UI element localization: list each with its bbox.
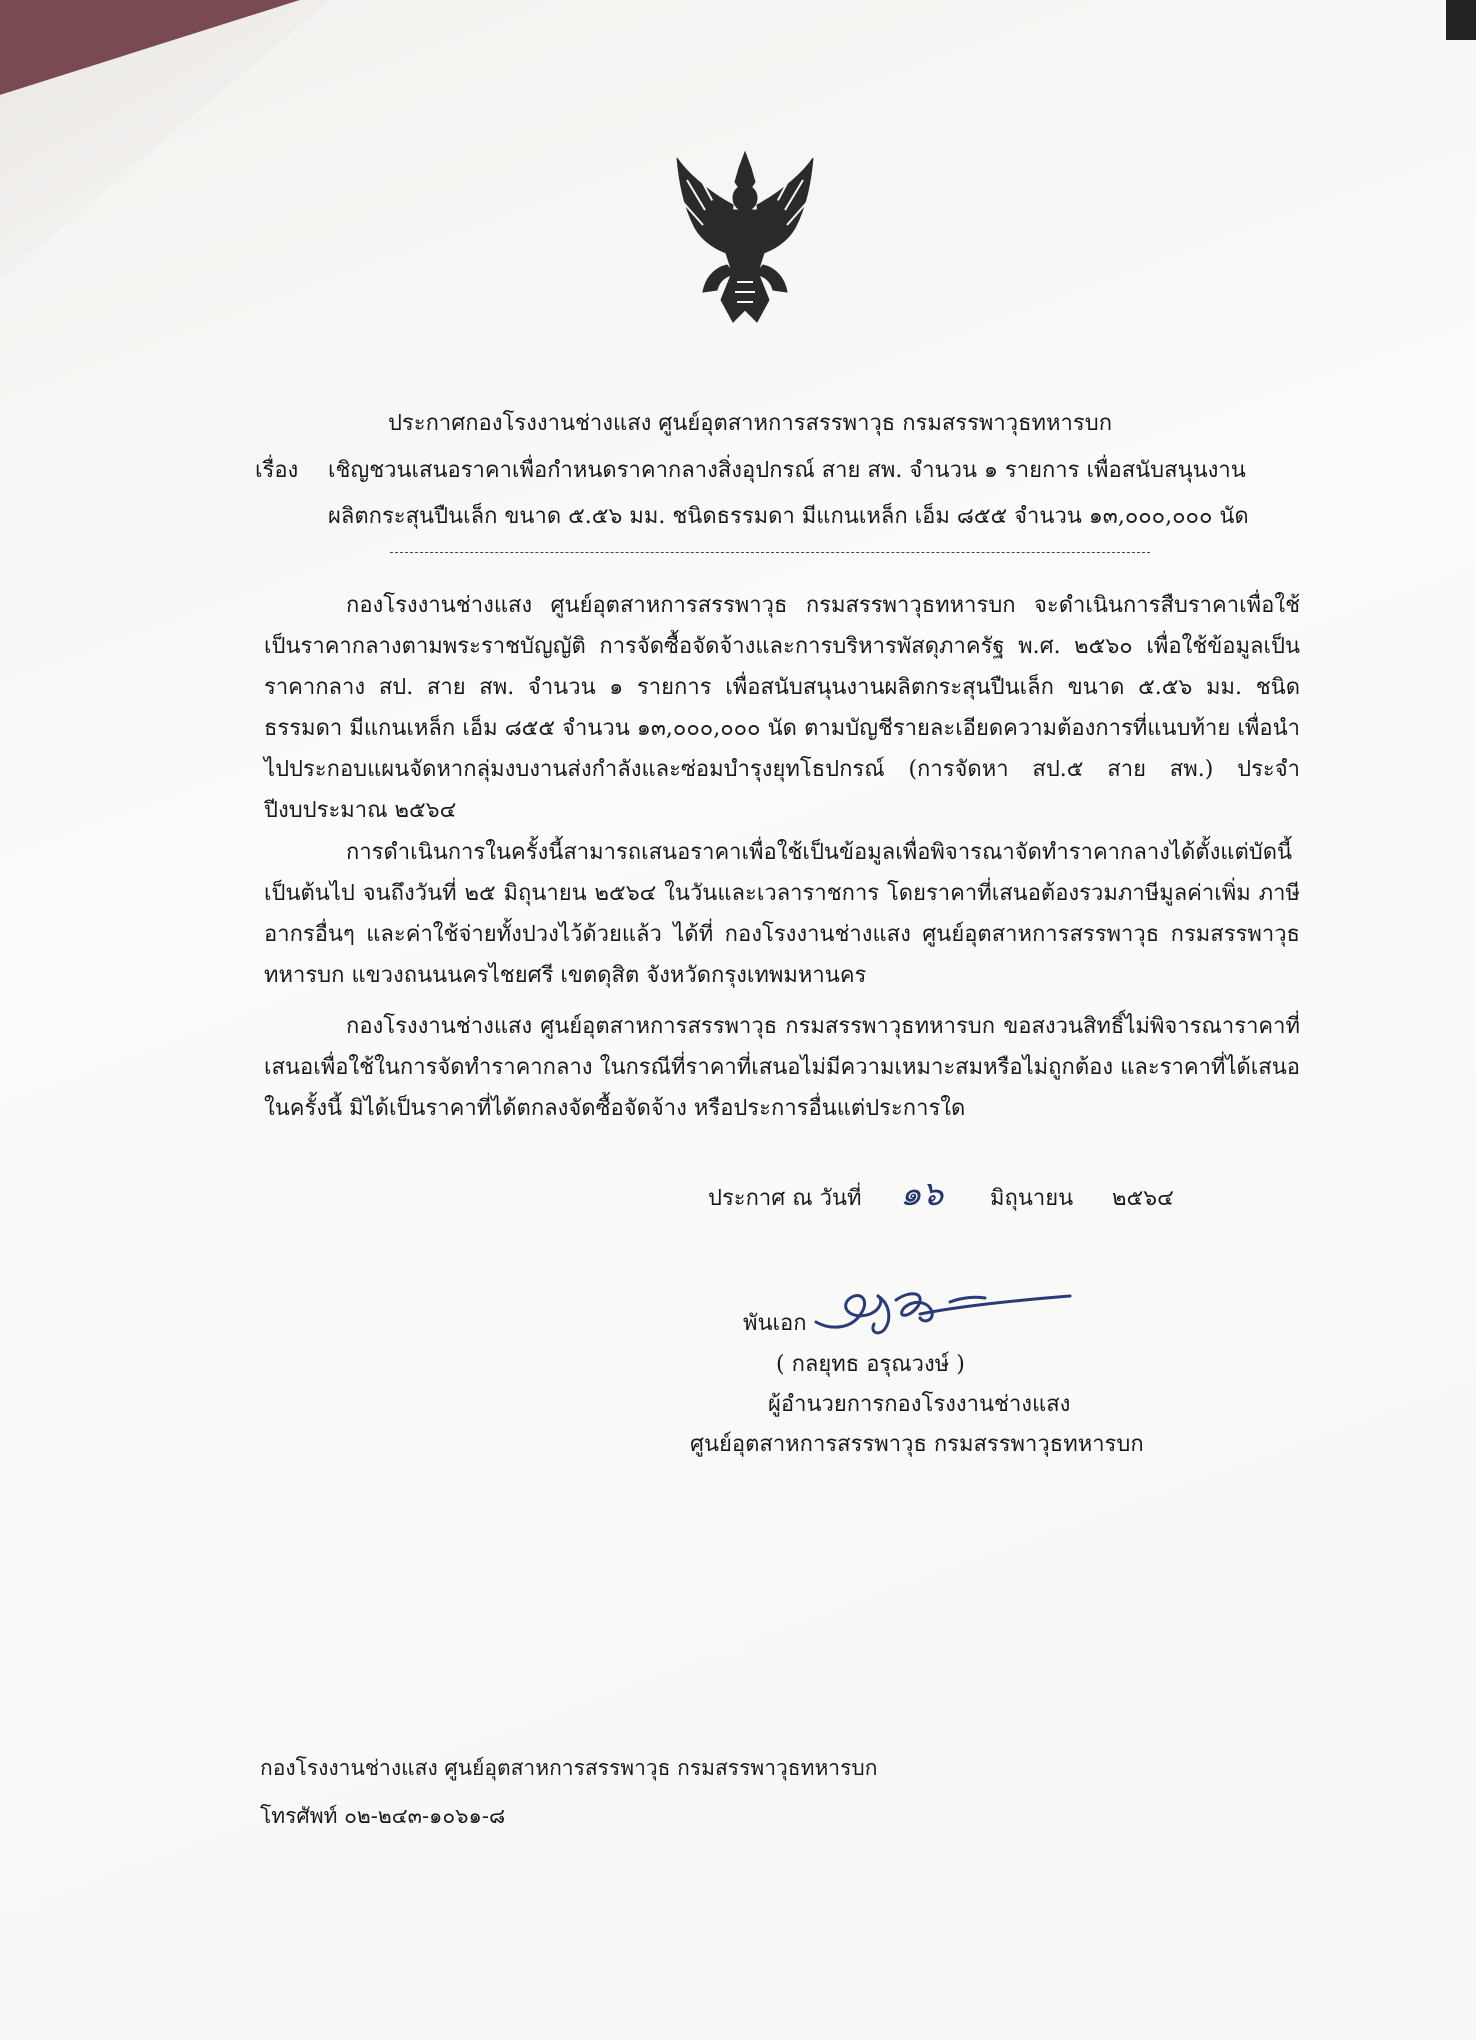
announcement-title: ประกาศกองโรงงานช่างแสง ศูนย์อุตสาหการสรรพาวุธ กรมสรรพาวุธทหารบก — [387, 411, 1113, 436]
footer-office: กองโรงงานช่างแสง ศูนย์อุตสาหการสรรพาวุธ กรมสรรพาวุธทหารบก — [260, 1756, 878, 1780]
date-prefix: ประกาศ ณ วันที่ — [708, 1186, 862, 1211]
signatory-position-2: ศูนย์อุตสาหการสรรพาวุธ กรมสรรพาวุธทหารบก — [690, 1432, 1144, 1457]
garuda-emblem-icon — [665, 150, 825, 325]
signatory-rank: พันเอก — [743, 1311, 807, 1336]
signatory-name: ( กลยุทธ อรุณวงษ์ ) — [776, 1352, 965, 1377]
date-year: ๒๕๖๔ — [1112, 1186, 1174, 1211]
subject-label: เรื่อง — [255, 458, 299, 483]
signatory-position-1: ผู้อำนวยการกองโรงงานช่างแสง — [768, 1392, 1071, 1417]
subject-line-1: เชิญชวนเสนอราคาเพื่อกำหนดราคากลางสิ่งอุปกรณ์ สาย สพ. จำนวน ๑ รายการ เพื่อสนับสนุนงาน — [328, 458, 1246, 483]
paragraph-3: กองโรงงานช่างแสง ศูนย์อุตสาหการสรรพาวุธ กรมสรรพาวุธทหารบก ขอสงวนสิทธิ์ไม่พิจารณาราคาที่เสนอเพื่อใช้ในการจัดทำราคากลาง ในกรณีที่ราคาที่เสนอไม่มีความเหมาะสมหรือไม่ถูกต้อง และราคาที่ได้เสนอในครั้งนี้ มิได้เป็นราคาที่ได้ตกลงจัดซื้อจัดจ้าง หรือประการอื่นแต่ประการใด — [264, 1014, 1300, 1121]
subject-line-2: ผลิตกระสุนปืนเล็ก ขนาด ๕.๕๖ มม. ชนิดธรรมดา มีแกนเหล็ก เอ็ม ๘๕๕ จำนวน ๑๓,๐๐๐,๐๐๐ นัด — [328, 504, 1249, 529]
paragraph-1: กองโรงงานช่างแสง ศูนย์อุตสาหการสรรพาวุธ กรมสรรพาวุธทหารบก จะดำเนินการสืบราคาเพื่อใช้เป็นราคากลางตามพระราชบัญญัติ การจัดซื้อจัดจ้างและการบริหารพัสดุภาครัฐ พ.ศ. ๒๕๖๐ เพื่อใช้ข้อมูลเป็นราคากลาง สป. สาย สพ. จำนวน ๑ รายการ เพื่อสนับสนุนงานผลิตกระสุนปืนเล็ก ขนาด ๕.๕๖ มม. ชนิดธรรมดา มีแกนเหล็ก เอ็ม ๘๕๕ จำนวน ๑๓,๐๐๐,๐๐๐ นัด ตามบัญชีรายละเอียดความต้องการที่แนบท้าย เพื่อนำไปประกอบแผนจัดหากลุ่มงบงานส่งกำลังและซ่อมบำรุงยุทโธปกรณ์ (การจัดหา สป.๕ สาย สพ.) ประจำปีงบประมาณ ๒๕๖๔ — [264, 593, 1300, 823]
divider-line — [390, 552, 1150, 553]
date-month: มิถุนายน — [990, 1186, 1074, 1211]
handwritten-signature — [800, 1270, 1100, 1345]
paragraph-2: การดำเนินการในครั้งนี้สามารถเสนอราคาเพื่อใช้เป็นข้อมูลเพื่อพิจารณาจัดทำราคากลางได้ตั้งแต่บัดนี้เป็นต้นไป จนถึงวันที่ ๒๕ มิถุนายน ๒๕๖๔ ในวันและเวลาราชการ โดยราคาที่เสนอต้องรวมภาษีมูลค่าเพิ่ม ภาษีอากรอื่นๆ และค่าใช้จ่ายทั้งปวงไว้ด้วยแล้ว ได้ที่ กองโรงงานช่างแสง ศูนย์อุตสาหการสรรพาวุธ กรมสรรพาวุธทหารบก แขวงถนนนครไชยศรี เขตดุสิต จังหวัดกรุงเทพมหานคร — [264, 840, 1300, 988]
date-day-handwritten: ๑๖ — [900, 1174, 944, 1214]
footer-phone: โทรศัพท์ ๐๒-๒๔๓-๑๐๖๑-๘ — [260, 1804, 506, 1828]
